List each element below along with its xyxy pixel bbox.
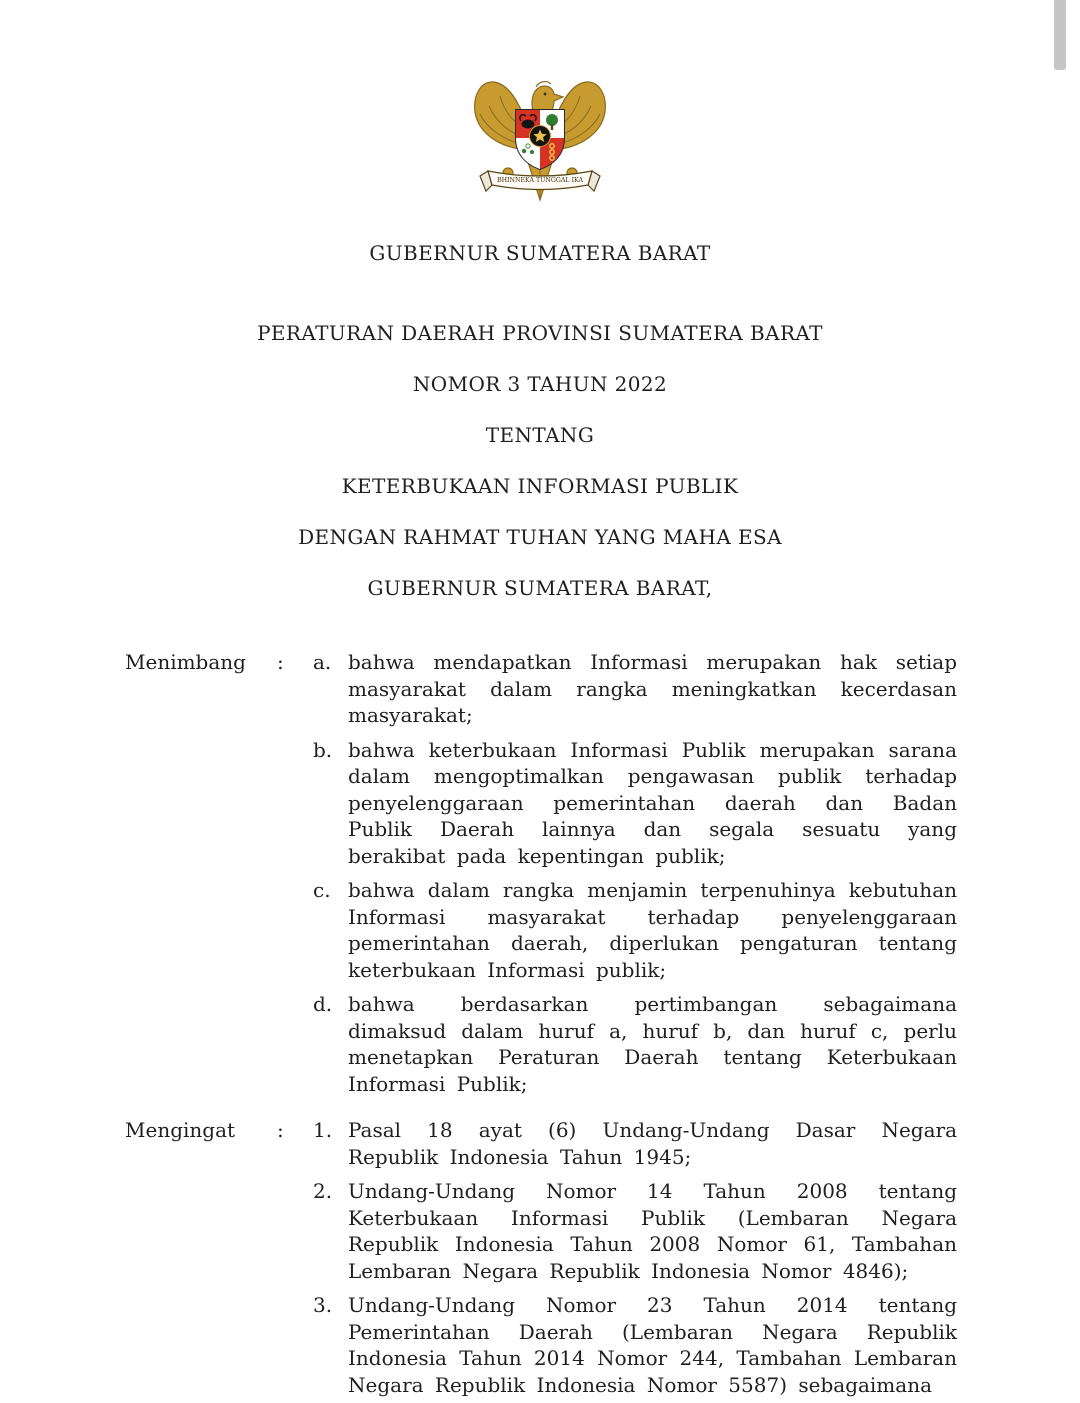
menimbang-item-a bbox=[313, 649, 957, 729]
regulation-number: NOMOR 3 TAHUN 2022 bbox=[412, 372, 668, 396]
item-text: Undang-Undang Nomor 23 Tahun 2014 tentang Pemerintahan Daerah (Lembaran Negara Republik Indonesia Tahun 2014 Nomor 244, Tambahan Lembaran Negara Republik Indonesia Nomor 5587) sebagaimana bbox=[348, 1293, 957, 1397]
regulation-title: PERATURAN DAERAH PROVINSI SUMATERA BARAT bbox=[257, 321, 823, 345]
item-marker: d. bbox=[313, 992, 333, 1016]
item-text: bahwa dalam rangka menjamin terpenuhinya kebutuhan Informasi masyarakat terhadap penyelenggaraan pemerintahan daerah, diperlukan pengaturan tentang keterbukaan Informasi publik; bbox=[348, 878, 957, 982]
menimbang-section bbox=[125, 649, 957, 1097]
menimbang-items bbox=[313, 649, 957, 1097]
mengingat-label: Mengingat bbox=[125, 1118, 236, 1142]
item-marker: 2. bbox=[313, 1179, 333, 1203]
item-marker: a. bbox=[313, 650, 332, 674]
mengingat-item-3 bbox=[313, 1292, 957, 1398]
tentang-label: TENTANG bbox=[485, 423, 595, 447]
item-text: bahwa berdasarkan pertimbangan sebagaimana dimaksud dalam huruf a, huruf b, dan huruf c, perlu menetapkan Peraturan Daerah tentang Keterbukaan Informasi Publik; bbox=[348, 992, 957, 1096]
menimbang-colon: : bbox=[277, 650, 284, 674]
mengingat-items bbox=[313, 1117, 957, 1398]
invocation-line: DENGAN RAHMAT TUHAN YANG MAHA ESA bbox=[298, 525, 782, 549]
clauses bbox=[0, 649, 1080, 1398]
mengingat-item-2 bbox=[313, 1178, 957, 1284]
emblem-motto-text: BHINNEKA TUNGGAL IKA bbox=[497, 177, 584, 184]
scrollbar-thumb[interactable] bbox=[1054, 0, 1066, 70]
pancasila-shield bbox=[516, 110, 564, 170]
regulation-subject: KETERBUKAAN INFORMASI PUBLIK bbox=[341, 474, 739, 498]
menimbang-item-d bbox=[313, 991, 957, 1097]
item-marker: 1. bbox=[313, 1118, 333, 1142]
mengingat-item-1 bbox=[313, 1117, 957, 1170]
item-text: bahwa keterbukaan Informasi Publik merupakan sarana dalam mengoptimalkan pengawasan publik terhadap penyelenggaraan pemerintahan daerah dan Badan Publik Daerah lainnya dan segala sesuatu yang berakibat pada kepentingan publik; bbox=[348, 737, 957, 868]
institution-heading: GUBERNUR SUMATERA BARAT bbox=[369, 241, 711, 265]
item-marker: b. bbox=[313, 737, 333, 762]
menimbang-label: Menimbang bbox=[125, 650, 246, 674]
garuda-pancasila-emblem bbox=[470, 72, 610, 206]
item-text: Pasal 18 ayat (6) Undang-Undang Dasar Negara Republik Indonesia Tahun 1945; bbox=[348, 1118, 957, 1169]
item-text: bahwa mendapatkan Informasi merupakan hak setiap masyarakat dalam rangka meningkatkan kecerdasan masyarakat; bbox=[348, 650, 957, 727]
menimbang-item-c bbox=[313, 877, 957, 983]
mengingat-section bbox=[125, 1117, 957, 1398]
item-marker: 3. bbox=[313, 1293, 333, 1317]
mengingat-colon: : bbox=[277, 1118, 284, 1142]
item-marker: c. bbox=[313, 878, 331, 902]
issuer-line: GUBERNUR SUMATERA BARAT, bbox=[367, 576, 713, 600]
menimbang-item-b bbox=[313, 737, 957, 870]
item-text: Undang-Undang Nomor 14 Tahun 2008 tentang Keterbukaan Informasi Publik (Lembaran Negara Republik Indonesia Tahun 2008 Nomor 61, Tambahan Lembaran Negara Republik Indonesia Nomor 4846); bbox=[348, 1179, 957, 1283]
